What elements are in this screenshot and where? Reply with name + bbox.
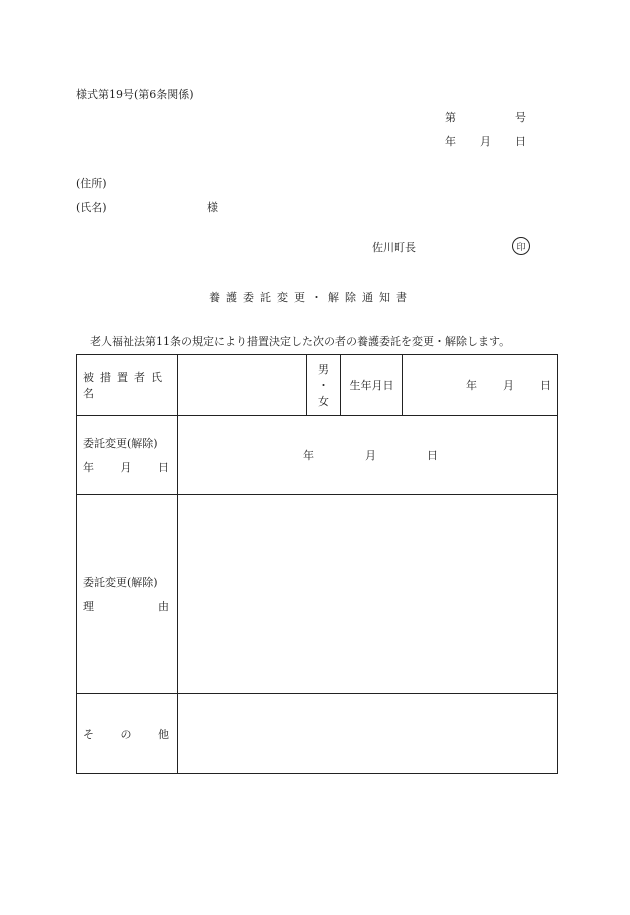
change-year: 年 <box>303 449 314 462</box>
subject-name-field[interactable] <box>178 355 307 416</box>
date-year: 年 <box>445 135 456 148</box>
birthdate-label-cell <box>341 355 403 416</box>
date-day: 日 <box>515 135 526 148</box>
seal-mark: 印 <box>512 237 530 255</box>
address-label: (住所) <box>76 177 107 190</box>
sender-title: 佐川町長 <box>372 241 416 254</box>
gender-dot: ・ <box>318 379 329 392</box>
change-month: 月 <box>365 449 376 462</box>
document-title: 養護委託変更・解除通知書 <box>209 291 413 304</box>
intro-text: 老人福祉法第11条の規定により措置決定した次の者の養護委託を変更・解除します。 <box>90 335 511 348</box>
label-no: の <box>120 727 132 741</box>
birthdate-label: 生年月日 <box>349 379 394 392</box>
change-reason-field[interactable] <box>178 495 558 694</box>
gender-male: 男 <box>318 363 329 376</box>
form-number: 様式第19号(第6条関係) <box>76 88 194 101</box>
gender-cell[interactable] <box>307 355 341 416</box>
date-month: 月 <box>480 135 491 148</box>
change-reason-label-line1: 委託変更(解除) <box>83 576 158 589</box>
other-field[interactable] <box>178 694 558 774</box>
doc-number-dai: 第 <box>445 111 456 124</box>
change-reason-label-cell <box>77 495 178 694</box>
change-date-label-line2 <box>83 459 177 475</box>
doc-number-go: 号 <box>515 111 526 124</box>
change-day: 日 <box>427 449 438 462</box>
label-day: 日 <box>158 461 169 474</box>
other-label-cell <box>77 694 178 774</box>
change-date-label-line1: 委託変更(解除) <box>83 437 158 450</box>
label-month: 月 <box>120 461 132 474</box>
birthdate-field[interactable] <box>403 355 558 416</box>
subject-name-label: 被措置者氏名 <box>83 371 168 400</box>
subject-name-label-cell <box>77 355 178 416</box>
birthdate-year: 年 <box>466 379 477 392</box>
honorific: 様 <box>207 201 218 214</box>
label-ta: 他 <box>158 727 169 741</box>
table-row <box>77 495 558 694</box>
gender-female: 女 <box>318 395 329 408</box>
form-table <box>76 354 558 774</box>
table-row <box>77 694 558 774</box>
table-row <box>77 355 558 416</box>
label-year: 年 <box>83 461 94 474</box>
change-date-label-cell <box>77 416 178 495</box>
label-so: そ <box>83 727 94 741</box>
change-reason-label-line2 <box>83 598 177 614</box>
label-yu: 由 <box>158 600 169 613</box>
birthdate-day: 日 <box>540 379 551 392</box>
other-label <box>83 726 177 742</box>
birthdate-month: 月 <box>503 379 514 392</box>
name-label: (氏名) <box>76 201 107 214</box>
table-row <box>77 416 558 495</box>
label-ri: 理 <box>83 600 94 613</box>
change-date-field[interactable] <box>178 416 558 495</box>
